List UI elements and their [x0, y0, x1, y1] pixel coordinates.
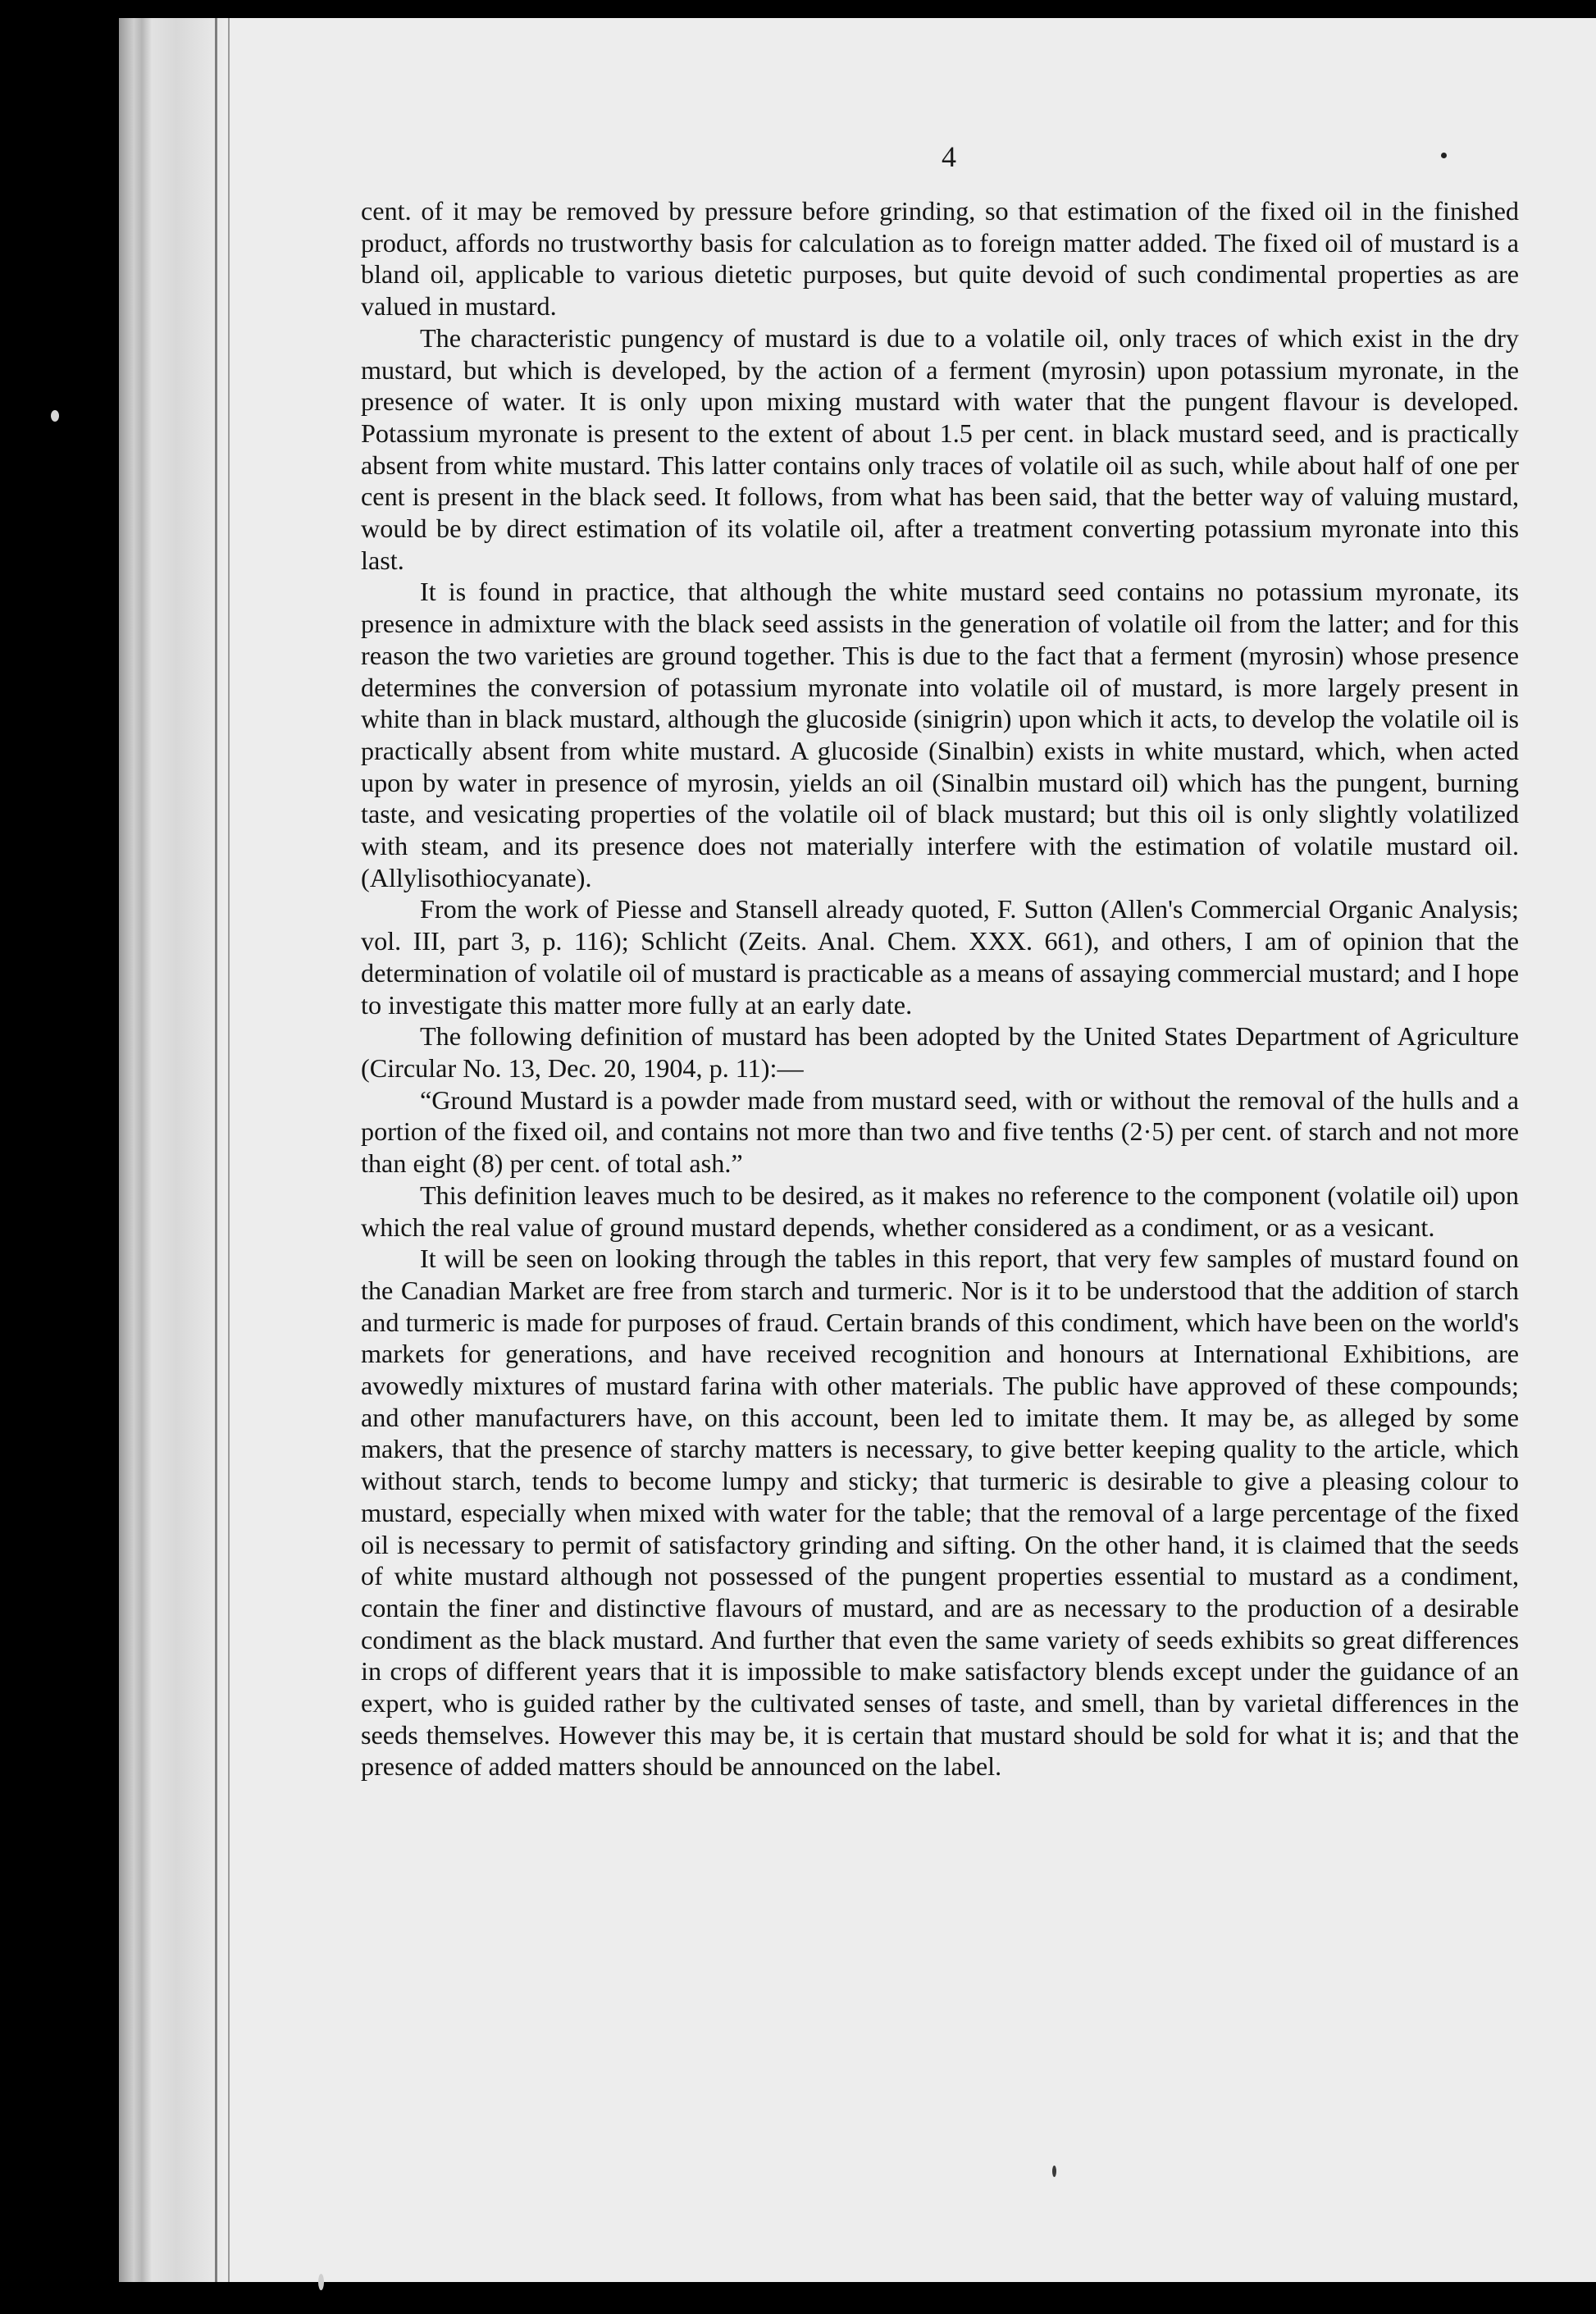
scan-speck: [1441, 153, 1447, 158]
binding-line: [215, 18, 217, 2282]
body-text: [361, 195, 1519, 2074]
page-number: 4: [942, 140, 956, 173]
scan-speck: [1052, 2166, 1056, 2177]
scan-speck: [51, 410, 59, 422]
paragraph: This definition leaves much to be desired, as it makes no reference to the component (volatile oil) upon which the real value of ground mustard depends, whether considered as a condiment, or as a vesicant.: [361, 1180, 1519, 1242]
paragraph: It will be seen on looking through the tables in this report, that very few samples of mustard found on the Canadian Market are free from starch and turmeric. Nor is it to be understood that the addition of starch and turmeric is made for purposes of fraud. Certain brands of this condiment, which have been on the world's markets for generations, and have received recognition and honours at International Exhibitions, are avowedly mixtures of mustard farina with other materials. The public have approved of these compounds; and other manufacturers have, on this account, been led to imitate them. It may be, as alleged by some makers, that the presence of starchy matters is necessary, to give better keeping quality to the article, which without starch, tends to become lumpy and sticky; that turmeric is desirable to give a pleasing colour to mustard, especially when mixed with water for the table; that the removal of a large percentage of the fixed oil is necessary to permit of satisfactory grinding and sifting. On the other hand, it is claimed that the seeds of white mustard although not possessed of the pungent properties essential to mustard as a condiment, contain the finer and distinctive flavours of mustard, and are as necessary to the production of a desirable condiment as the black mustard. And further that even the same variety of seeds exhibits so great differences in crops of different years that it is impossible to make satisfactory blends except under the guidance of an expert, who is guided rather by the cultivated senses of taste, and smell, than by varietal differences in the seeds themselves. However this may be, it is certain that mustard should be sold for what it is; and that the presence of added matters should be announced on the label.: [361, 1244, 1519, 1782]
paragraph: From the work of Piesse and Stansell already quoted, F. Sutton (Allen's Commercial Organic Analysis; vol. III, part 3, p. 116); Schlicht (Zeits. Anal. Chem. XXX. 661), and others, I am of opinion that the determination of volatile oil of mustard is practicable as a means of assaying commercial mustard; and I hope to investigate this matter more fully at an early date.: [361, 894, 1519, 1020]
scan-speck: [318, 2274, 324, 2290]
paragraph: It is found in practice, that although the white mustard seed contains no potassium myronate, its presence in admixture with the black seed assists in the generation of volatile oil from the latter; and for this reason the two varieties are ground together. This is due to the fact that a ferment (myrosin) whose presence determines the conversion of potassium myronate into volatile oil of mustard, is more largely present in white than in black mustard, although the glucoside (sinigrin) upon which it acts, to develop the volatile oil is practically absent from white mustard. A glucoside (Sinalbin) exists in white mustard, which, when acted upon by water in presence of myrosin, yields an oil (Sinalbin mustard oil) which has the pungent, burning taste, and vesicating properties of the volatile oil of black mustard; but this oil is only slightly volatilized with steam, and its presence does not materially interfere with the estimation of volatile mustard oil. (Allylisothiocyanate).: [361, 577, 1519, 892]
paragraph: cent. of it may be removed by pressure before grinding, so that estimation of the fixed oil in the finished product, affords no trustworthy basis for calculation as to foreign matter added. The fixed oil of mustard is a bland oil, applicable to various dietetic purposes, but quite devoid of such condimental properties as are valued in mustard.: [361, 196, 1519, 322]
quoted-definition: “Ground Mustard is a powder made from mustard seed, with or without the removal of the hulls and a portion of the fixed oil, and contains not more than two and five tenths (2·5) per cent. of starch and not more than eight (8) per cent. of total ash.”: [361, 1084, 1519, 1179]
page-binding-edge: [119, 18, 226, 2282]
paragraph: The characteristic pungency of mustard is due to a volatile oil, only traces of which exist in the dry mustard, but which is developed, by the action of a ferment (myrosin) upon potassium myronate, in the presence of water. It is only upon mixing mustard with water that the pungent flavour is developed. Potassium myronate is present to the extent of about 1.5 per cent. in black mustard seed, and is practically absent from white mustard. This latter contains only traces of volatile oil as such, while about half of one per cent is present in the black seed. It follows, from what has been said, that the better way of valuing mustard, would be by direct estimation of its volatile oil, after a treatment converting potassium myronate into this last.: [361, 322, 1519, 575]
paragraph: The following definition of mustard has been adopted by the United States Department of Agriculture (Circular No. 13, Dec. 20, 1904, p. 11):—: [361, 1021, 1519, 1083]
binding-line: [228, 18, 230, 2282]
